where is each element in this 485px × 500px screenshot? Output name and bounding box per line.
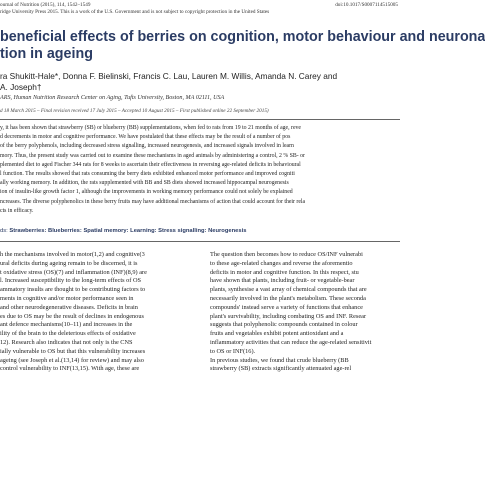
body-line: ility of the brain to the deleterious effects of oxidative bbox=[0, 330, 136, 338]
author-line: A. Joseph† bbox=[0, 82, 42, 92]
abstract bbox=[0, 124, 400, 216]
body-line: plant's survivability, including combating OS and INF. Resear bbox=[210, 312, 367, 320]
body-line: l. Increased susceptibility to the long-term effects of OS bbox=[0, 277, 142, 285]
keywords-label: ds: bbox=[0, 228, 10, 234]
abstract-line: cts in efficacy. bbox=[0, 207, 34, 214]
body-line: ant defence mechanisms(10–11) and increases in the bbox=[0, 321, 133, 329]
author-line: ra Shukitt-Hale*, Donna F. Bielinski, Francis C. Lau, Lauren M. Willis, Amanda N. Carey and bbox=[0, 71, 338, 81]
body-line: plants, synthesise a vast array of chemical compounds that are bbox=[210, 286, 367, 294]
body-line: strawberry (SB) extracts significantly attenuated age-rel bbox=[210, 365, 352, 373]
body-line: ments in cognitive and/or motor performance seen in bbox=[0, 294, 134, 302]
body-line: inflammatory activities that can reduce the age-related sensitivit bbox=[210, 338, 372, 346]
body-line: deficits in motor and cognitive function. In this respect, stu bbox=[210, 268, 359, 276]
author-list bbox=[0, 71, 400, 93]
affiliation: ARS, Human Nutrition Research Center on Aging, Tufts University, Boston, MA 02111, USA bbox=[0, 95, 225, 101]
body-line: suggests that polyphenolic compounds contained in colour bbox=[210, 321, 358, 329]
body-column-left bbox=[0, 251, 190, 374]
abstract-line: ally working memory. In addition, the rats supplemented with BB and SB diets showed increased hippocampal neurogenesis bbox=[0, 180, 289, 187]
body-line: to these age-related changes and reverse the aforementio bbox=[210, 259, 353, 267]
body-line: The question then becomes how to reduce OS/INF vulnerabi bbox=[210, 251, 363, 258]
body-line: t oxidative stress (OS)(7) and inflammation (INF)(8,9) are bbox=[0, 268, 147, 276]
abstract-line: d decrements in motor and cognitive performance. We have postulated that these effects may be the result of a number of pos bbox=[0, 134, 291, 141]
abstract-line: plemented diet to aged Fischer 344 rats for 8 weeks to ascertain their effectiveness in reversing age-related deficits in behavioural bbox=[0, 161, 301, 168]
abstract-line: ion of insulin-like growth factor 1, although the improvements in working memory performance could not solely be explained bbox=[0, 189, 293, 196]
copyright-notice: ridge University Press 2015. This is a work of the U.S. Government and is not subject to copyright protection in the United States bbox=[0, 9, 270, 15]
article-title bbox=[0, 29, 485, 63]
body-line: to OS or INF(16). bbox=[210, 347, 256, 355]
running-head bbox=[0, 2, 400, 16]
journal-citation: ournal of Nutrition (2015), 114, 1542–1549 bbox=[0, 2, 91, 8]
keywords bbox=[0, 228, 400, 234]
abstract-line: l function. The results showed that rats consuming the berry diets exhibited enhanced motor performance and improved cogniti bbox=[0, 171, 295, 178]
abstract-line: ncreases. The diverse polyphenolics in these berry fruits may have additional mechanisms of action that could account for their rela bbox=[0, 198, 306, 205]
abstract-line: of the berry polyphenols, including decreased stress signalling, increased neurogenesis, and increased signals involved in learn bbox=[0, 143, 294, 150]
body-line: control vulnerability to INF(13,15). With age, these are bbox=[0, 365, 140, 373]
body-line: fruits and vegetables exhibit potent antioxidant and a bbox=[210, 330, 344, 338]
body-line: 12). Research also indicates that not only is the CNS bbox=[0, 338, 133, 346]
body-line: ially vulnerable to OS but that this vulnerability increases bbox=[0, 347, 146, 355]
body-line: compounds' instead serve a variety of functions that enhance bbox=[210, 303, 363, 311]
abstract-line: y, it has been shown that strawberry (SB) or blueberry (BB) supplementations, when fed to rats from 19 to 21 months of age, reve bbox=[0, 125, 301, 131]
abstract-line: mory. Thus, the present study was carried out to examine these mechanisms in aged animals by administering a control, 2 % SB- or bbox=[0, 152, 305, 159]
body-line: In previous studies, we found that crude blueberry (BB bbox=[210, 356, 349, 364]
body-line: necessarily involved in the plant's metabolism. These seconda bbox=[210, 294, 366, 302]
title-line: tion in ageing bbox=[0, 46, 93, 62]
divider bbox=[0, 119, 400, 120]
body-line: es due to OS may be the result of declines in endogenous bbox=[0, 312, 144, 320]
keywords-terms: Strawberries: Blueberries: Spatial memory: Learning: Stress signalling: Neurogenesis bbox=[9, 228, 247, 234]
body-column-right bbox=[210, 251, 400, 374]
submission-dates: d 18 March 2015 – Final revision received 17 July 2015 – Accepted 10 August 2015 – First published online 22 September 2015) bbox=[0, 108, 269, 114]
body-line: and other neurodegenerative diseases. Deficits in brain bbox=[0, 303, 138, 311]
divider bbox=[0, 241, 400, 242]
body-line: ageing (see Joseph et al.(13,14) for review) and may also bbox=[0, 356, 144, 364]
body-line: ural deficits during ageing remain to be discerned, it is bbox=[0, 259, 138, 267]
body-line: ammatory insults are thought to be contributing factors to bbox=[0, 286, 146, 294]
doi-link[interactable]: doi:10.1017/S0007114515005 bbox=[335, 2, 398, 8]
body-line: have shown that plants, including fruit- or vegetable-bear bbox=[210, 277, 355, 285]
title-line: beneficial effects of berries on cognition, motor behaviour and neurona bbox=[0, 29, 485, 45]
body-line: h the mechanisms involved in motor(1,2) and cognitive(3 bbox=[0, 251, 145, 258]
